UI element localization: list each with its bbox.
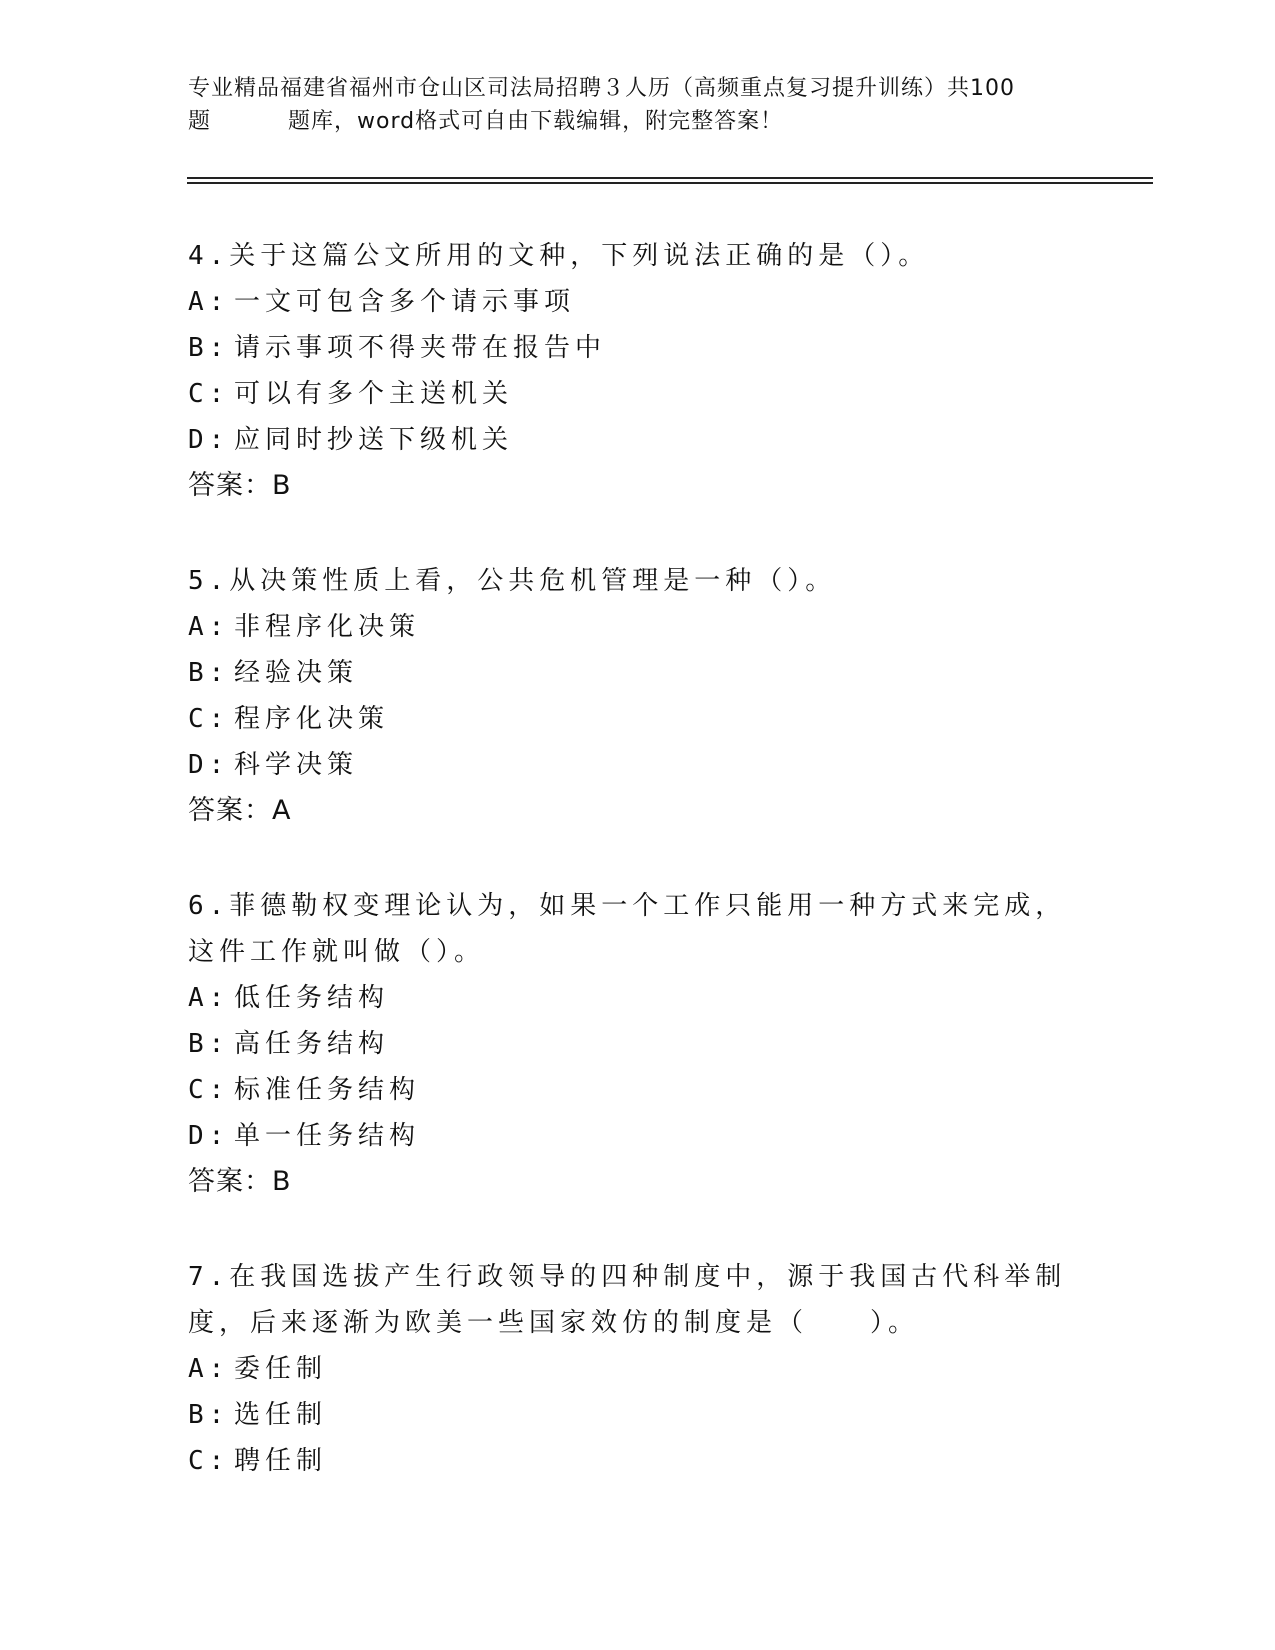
header-line2-text: 题库，word格式可自由下载编辑，附完整答案！ [288, 109, 784, 134]
option-b [188, 1392, 1088, 1438]
option-text: 经验决策 [234, 658, 359, 688]
question-text: 6.菲德勒权变理论认为，如果一个工作只能用一种方式来完成，这件工作就叫做（）。 [188, 891, 1067, 967]
header-line2-prefix: 题 [188, 109, 212, 134]
answer-line: 答案：B [188, 1166, 292, 1197]
option-letter: B: [188, 1400, 230, 1430]
option-letter: A: [188, 287, 230, 317]
question-list [188, 233, 1088, 1533]
option-text: 可以有多个主送机关 [234, 379, 514, 409]
option-d [188, 742, 1088, 788]
option-text: 委任制 [234, 1354, 328, 1384]
option-text: 选任制 [234, 1400, 328, 1430]
option-text: 单一任务结构 [234, 1121, 421, 1151]
option-text: 低任务结构 [234, 983, 390, 1013]
option-a [188, 604, 1088, 650]
option-c [188, 1067, 1088, 1113]
option-b [188, 1021, 1088, 1067]
option-text: 聘任制 [234, 1446, 328, 1476]
option-letter: D: [188, 425, 230, 455]
option-letter: A: [188, 1354, 230, 1384]
question-text: 4.关于这篇公文所用的文种，下列说法正确的是（）。 [188, 241, 930, 271]
option-b [188, 325, 1088, 371]
option-letter: B: [188, 658, 230, 688]
question-6 [188, 883, 1088, 1205]
option-a [188, 1346, 1088, 1392]
header-title-line1: 专业精品福建省福州市仓山区司法局招聘３人历（高频重点复习提升训练）共100 [188, 76, 1015, 101]
option-letter: C: [188, 704, 230, 734]
option-letter: C: [188, 1446, 230, 1476]
option-letter: A: [188, 612, 230, 642]
option-a [188, 279, 1088, 325]
option-letter: D: [188, 750, 230, 780]
option-text: 科学决策 [234, 750, 359, 780]
header-divider-top [187, 177, 1153, 179]
option-c [188, 1438, 1088, 1484]
answer-line: 答案：A [188, 795, 292, 826]
option-letter: C: [188, 379, 230, 409]
option-c [188, 371, 1088, 417]
header-title-line2 [188, 105, 1088, 138]
question-5 [188, 558, 1088, 834]
option-text: 请示事项不得夹带在报告中 [234, 333, 607, 363]
question-7 [188, 1254, 1088, 1484]
question-text: 7.在我国选拔产生行政领导的四种制度中，源于我国古代科举制度，后来逐渐为欧美一些国家效仿的制度是（ ）。 [188, 1262, 1067, 1338]
option-text: 高任务结构 [234, 1029, 390, 1059]
option-letter: D: [188, 1121, 230, 1151]
option-text: 一文可包含多个请示事项 [234, 287, 576, 317]
document-header [188, 72, 1088, 138]
option-letter: A: [188, 983, 230, 1013]
option-d [188, 1113, 1088, 1159]
option-letter: B: [188, 1029, 230, 1059]
option-d [188, 417, 1088, 463]
answer-line: 答案：B [188, 470, 292, 501]
option-letter: B: [188, 333, 230, 363]
option-b [188, 650, 1088, 696]
header-divider-bottom [187, 182, 1153, 184]
option-letter: C: [188, 1075, 230, 1105]
option-text: 非程序化决策 [234, 612, 421, 642]
option-text: 应同时抄送下级机关 [234, 425, 514, 455]
option-text: 程序化决策 [234, 704, 390, 734]
question-text: 5.从决策性质上看，公共危机管理是一种（）。 [188, 566, 837, 596]
option-text: 标准任务结构 [234, 1075, 421, 1105]
option-a [188, 975, 1088, 1021]
option-c [188, 696, 1088, 742]
question-4 [188, 233, 1088, 509]
